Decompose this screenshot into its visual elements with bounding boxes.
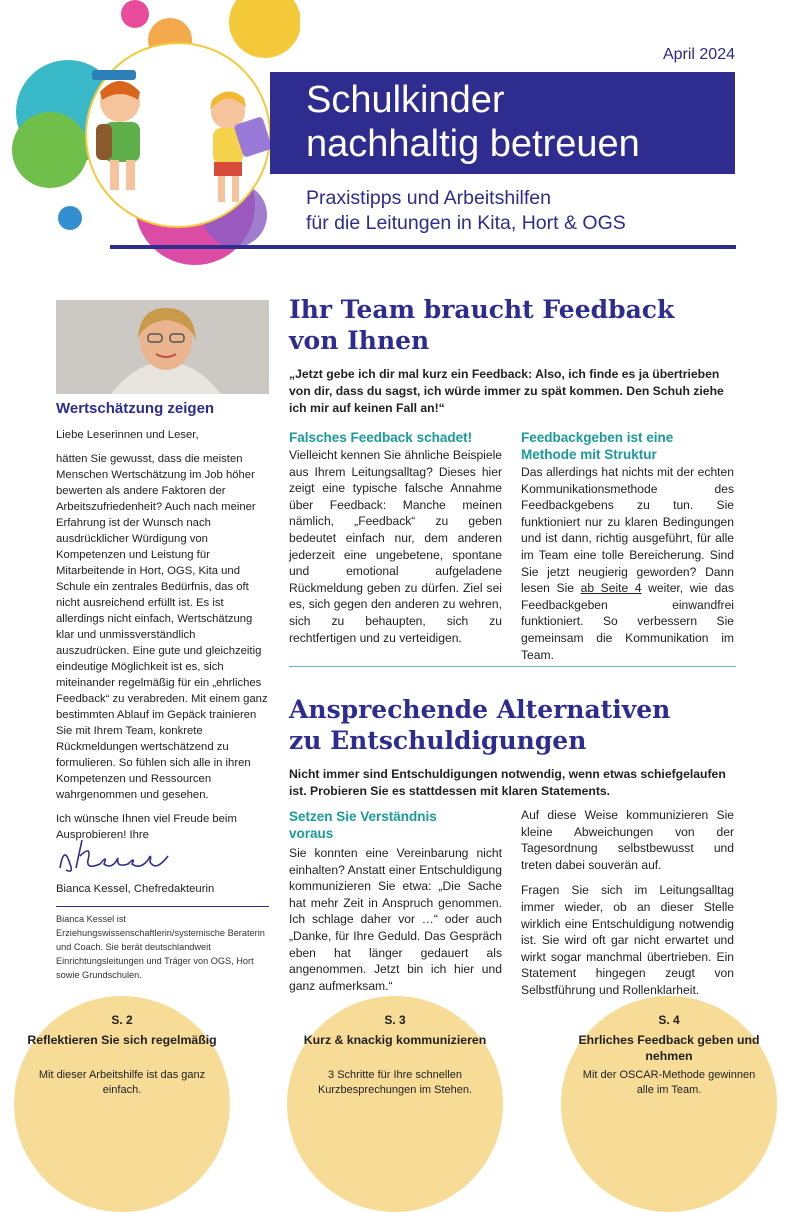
header-divider — [110, 245, 736, 249]
article1-right-text-part2: weiter, wie das Feedbackgeben einwandfrei funktioniert. So verbessern Sie gemeinsam die Kommunikation im Team. — [521, 581, 734, 662]
article2-left-text: Sie konnten eine Vereinbarung nicht einhalten? Anstatt einer Entschuldigung kommunizieren Sie etwa: „Die Sache hat mehr Zeit in Anspruch genommen. Ich schlage daher vor …“ oder auch „Danke, für Ihre Geduld. Das Gespräch eben hat länger gedauert als angenommen. Jetzt bin ich hier und ganz aufmerksam.“ — [289, 846, 502, 993]
article1-title-line-1: Ihr Team braucht Feedback — [289, 295, 675, 324]
teaser-page-number: S. 4 — [658, 1013, 680, 1027]
title-line-2: nachhaltig betreuen — [306, 123, 640, 165]
teaser-circle-page2[interactable] — [14, 996, 230, 1212]
editorial-paragraph: hätten Sie gewusst, dass die meisten Menschen Wertschätzung im Job höher bewerten als andere Faktoren der Arbeitszufriedenheit? Auch nach meiner Erfahrung ist der Wunsch nach ausdrücklicher Würdigung von Kompetenzen und Leistung für Mitarbeitende in Hort, OGS, Kita und Schule ein zentrales Bedürfnis, das oft nicht ausreichend erfüllt ist. Es ist allerdings nicht einfach, Wertschätzung klar und unmissverständlich auszudrücken. Eine gute und gleichzeitig eindeutige Möglichkeit ist es, sich miteinander regelmäßig für ein „ehrliches Feedback“ zu verabreden. Mit einem ganz bestimmten Ablauf im Gepäck trainieren Sie mit Ihrem Team, konkrete Rückmeldungen wertschätzend zu formulieren. So fühlen sich alle in ihren Kompetenzen und Ressourcen wahrgenommen und gesehen. — [56, 453, 268, 801]
article2-lead: Nicht immer sind Entschuldigungen notwendig, wenn etwas schiefgelaufen ist. Probieren Sie es stattdessen mit klaren Statements. — [289, 767, 726, 798]
page4-link[interactable]: ab Seite 4 — [580, 581, 642, 596]
sidebar-divider — [56, 906, 269, 907]
author-photo — [56, 300, 269, 394]
newsletter-subtitle — [306, 186, 756, 236]
teaser-title: Reflektieren Sie sich regelmäßig — [27, 1033, 217, 1047]
sidebar-heading: Wertschätzung zeigen — [56, 400, 215, 417]
teaser-page-number: S. 2 — [111, 1013, 133, 1027]
deco-circle-blue-small — [58, 206, 82, 230]
article2-right-paragraph: Auf diese Weise kommunizieren Sie kleine Abweichungen von der Tagesordnung selbstbewusst und treten dabei souverän auf. — [521, 808, 734, 872]
teaser-title: Kurz & knackig kommunizieren — [303, 1033, 487, 1047]
article1-right-heading — [521, 429, 673, 463]
subtitle-line-2: für die Leitungen in Kita, Hort & OGS — [306, 212, 626, 234]
article1-right-heading-line-2: Methode mit Struktur — [521, 447, 657, 462]
deco-circle-yellow — [229, 0, 300, 58]
article1-right-text-part1: Das allerdings hat nichts mit der echten Kommunikationsmethode des Feedbackgebens zu tun. Sie funktioniert nur zu klaren Bedingungen und ist dann, richtig ausgeführt, für alle im Team eine tolle Bereicherung. Sind Sie jetzt neugierig geworden? Dann lesen Sie — [521, 465, 734, 596]
teaser-text: Mit dieser Arbeitshilfe ist das ganz einfach. — [38, 1069, 206, 1096]
deco-circle-pink-small — [121, 0, 149, 28]
article2-title-line-1: Ansprechende Alternativen — [289, 695, 671, 724]
article2-right-text — [521, 807, 734, 1008]
article2-title — [289, 694, 739, 756]
author-note: Bianca Kessel ist Erziehungswissenschaftlerin/systemische Beraterin und Coach. Sie berät deutschlandweit Einrichtungsleitungen und Träger von OGS, Hort sowie Grundschulen. — [56, 914, 265, 980]
author-name: Bianca Kessel, Chefredakteurin — [56, 883, 215, 895]
article1-title-line-2: von Ihnen — [289, 326, 430, 355]
article1-lead: „Jetzt gebe ich dir mal kurz ein Feedback: Also, ich finde es ja übertrieben von dir, dass du sagst, ich würde immer zu spät kommen. Den Schuh ziehe ich mir auf keinen Fall an!“ — [289, 367, 724, 415]
article1-right-text — [521, 464, 734, 663]
article2-left-heading-line-2: voraus — [289, 826, 334, 841]
article1-right-heading-line-1: Feedbackgeben ist eine — [521, 430, 674, 445]
article1-title — [289, 294, 739, 356]
teaser-text: 3 Schritte für Ihre schnellen Kurzbesprechungen im Stehen. — [317, 1069, 473, 1096]
teaser-title: Ehrliches Feedback geben und nehmen — [578, 1033, 760, 1063]
article-divider — [289, 666, 736, 667]
teaser-circle-page3[interactable] — [287, 996, 503, 1212]
newsletter-title — [306, 78, 736, 166]
handwritten-signature — [56, 834, 186, 876]
editorial-text — [56, 427, 269, 851]
article2-left-heading-line-1: Setzen Sie Verständnis — [289, 809, 437, 824]
article2-left-heading — [289, 808, 437, 842]
title-line-1: Schulkinder — [306, 79, 505, 121]
teaser-page-number: S. 3 — [384, 1013, 406, 1027]
article1-left-text: Vielleicht kennen Sie ähnliche Beispiele aus Ihrem Leitungsalltag? Dieses hier zeigt eine typische falsche Annahme über Feedback: Manche meinen nämlich, „Feedback“ zu geben bedeutet einfach nur, dem anderen jederzeit eine ungebetene, spontane und emotional aufgeladene Rückmeldung geben zu dürfen. Ziel sei es, sich gegen den anderen zu wehren, sich zu behaupten, sich zu rechtfertigen und zu verteidigen. — [289, 448, 502, 645]
issue-date: April 2024 — [662, 46, 735, 63]
subtitle-line-1: Praxistipps und Arbeitshilfen — [306, 187, 551, 209]
article2-right-paragraph: Fragen Sie sich im Leitungsalltag immer wieder, ob an dieser Stelle wirklich eine Entschuldigung notwendig ist. Sie wird oft gar nicht erwartet und wirkt sogar manchmal übertrieben. Ein Statement hingegen zeugt von Selbstführung und Rollenklarheit. — [521, 883, 734, 997]
teaser-text: Mit der OSCAR-Methode gewinnen alle im Team. — [582, 1069, 756, 1096]
article1-left-heading: Falsches Feedback schadet! — [289, 430, 473, 445]
header-illustration — [0, 0, 300, 270]
editorial-paragraph: Liebe Leserinnen und Leser, — [56, 429, 199, 441]
article2-title-line-2: zu Entschuldigungen — [289, 726, 587, 755]
editorial-paragraph: Ich wünsche Ihnen viel Freude beim Ausprobieren! Ihre — [56, 813, 237, 841]
deco-circle-green — [12, 112, 88, 188]
teaser-circle-page4[interactable] — [561, 996, 777, 1212]
